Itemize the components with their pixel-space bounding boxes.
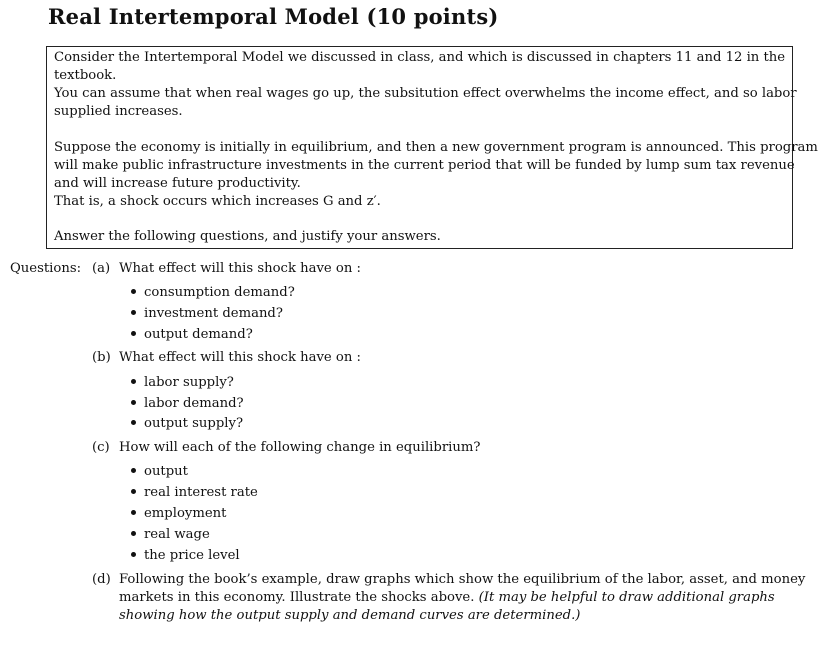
list-item: the price level	[131, 548, 240, 563]
bullet-icon	[131, 400, 136, 405]
list-item: investment demand?	[131, 306, 283, 321]
box-line-6: will make public infrastructure investments in the current period that will be funded by lump sum tax revenue	[54, 158, 795, 173]
list-item: output supply?	[131, 416, 243, 431]
bullet-icon	[131, 331, 136, 336]
part-d-line-3: showing how the output supply and demand curves are determined.)	[119, 608, 581, 623]
part-d-line-2: markets in this economy. Illustrate the shocks above. (It may be helpful to draw additional graphs	[119, 590, 775, 605]
bullet-icon	[131, 379, 136, 384]
bullet-icon	[131, 289, 136, 294]
bullet-icon	[131, 468, 136, 473]
list-item: labor supply?	[131, 375, 234, 390]
part-c-text: How will each of the following change in equilibrium?	[119, 440, 481, 455]
part-d-label: (d)	[92, 572, 111, 587]
part-a-label: (a)	[92, 261, 111, 276]
box-line-8: That is, a shock occurs which increases G and z′.	[54, 194, 381, 209]
bullet-icon	[131, 510, 136, 515]
bullet-icon	[131, 531, 136, 536]
box-line-5: Suppose the economy is initially in equilibrium, and then a new government program is announced. This program	[54, 140, 818, 155]
box-line-1: Consider the Intertemporal Model we discussed in class, and which is discussed in chapters 11 and 12 in the	[54, 50, 786, 65]
list-item: real interest rate	[131, 485, 258, 500]
list-item: output	[131, 464, 188, 479]
page-title: Real Intertemporal Model (10 points)	[48, 4, 499, 29]
bullet-icon	[131, 489, 136, 494]
list-item: consumption demand?	[131, 285, 295, 300]
part-b-text: What effect will this shock have on :	[119, 350, 361, 365]
part-b-label: (b)	[92, 350, 111, 365]
box-line-9: Answer the following questions, and justify your answers.	[54, 229, 441, 244]
box-line-7: and will increase future productivity.	[54, 176, 301, 191]
part-a-text: What effect will this shock have on :	[119, 261, 361, 276]
bullet-icon	[131, 420, 136, 425]
instructions-box	[46, 46, 818, 249]
box-line-4: supplied increases.	[54, 104, 183, 119]
list-item: output demand?	[131, 327, 253, 342]
bullet-icon	[131, 310, 136, 315]
part-c-label: (c)	[92, 440, 110, 455]
list-item: real wage	[131, 527, 210, 542]
list-item: labor demand?	[131, 396, 244, 411]
bullet-icon	[131, 552, 136, 557]
questions-label: Questions:	[10, 261, 82, 276]
part-d-line-1: Following the book’s example, draw graphs which show the equilibrium of the labor, asset, and money	[119, 572, 806, 587]
box-line-3: You can assume that when real wages go up, the subsitution effect overwhelms the income effect, and so labor	[54, 86, 797, 101]
list-item: employment	[131, 506, 226, 521]
box-line-2: textbook.	[54, 68, 117, 83]
